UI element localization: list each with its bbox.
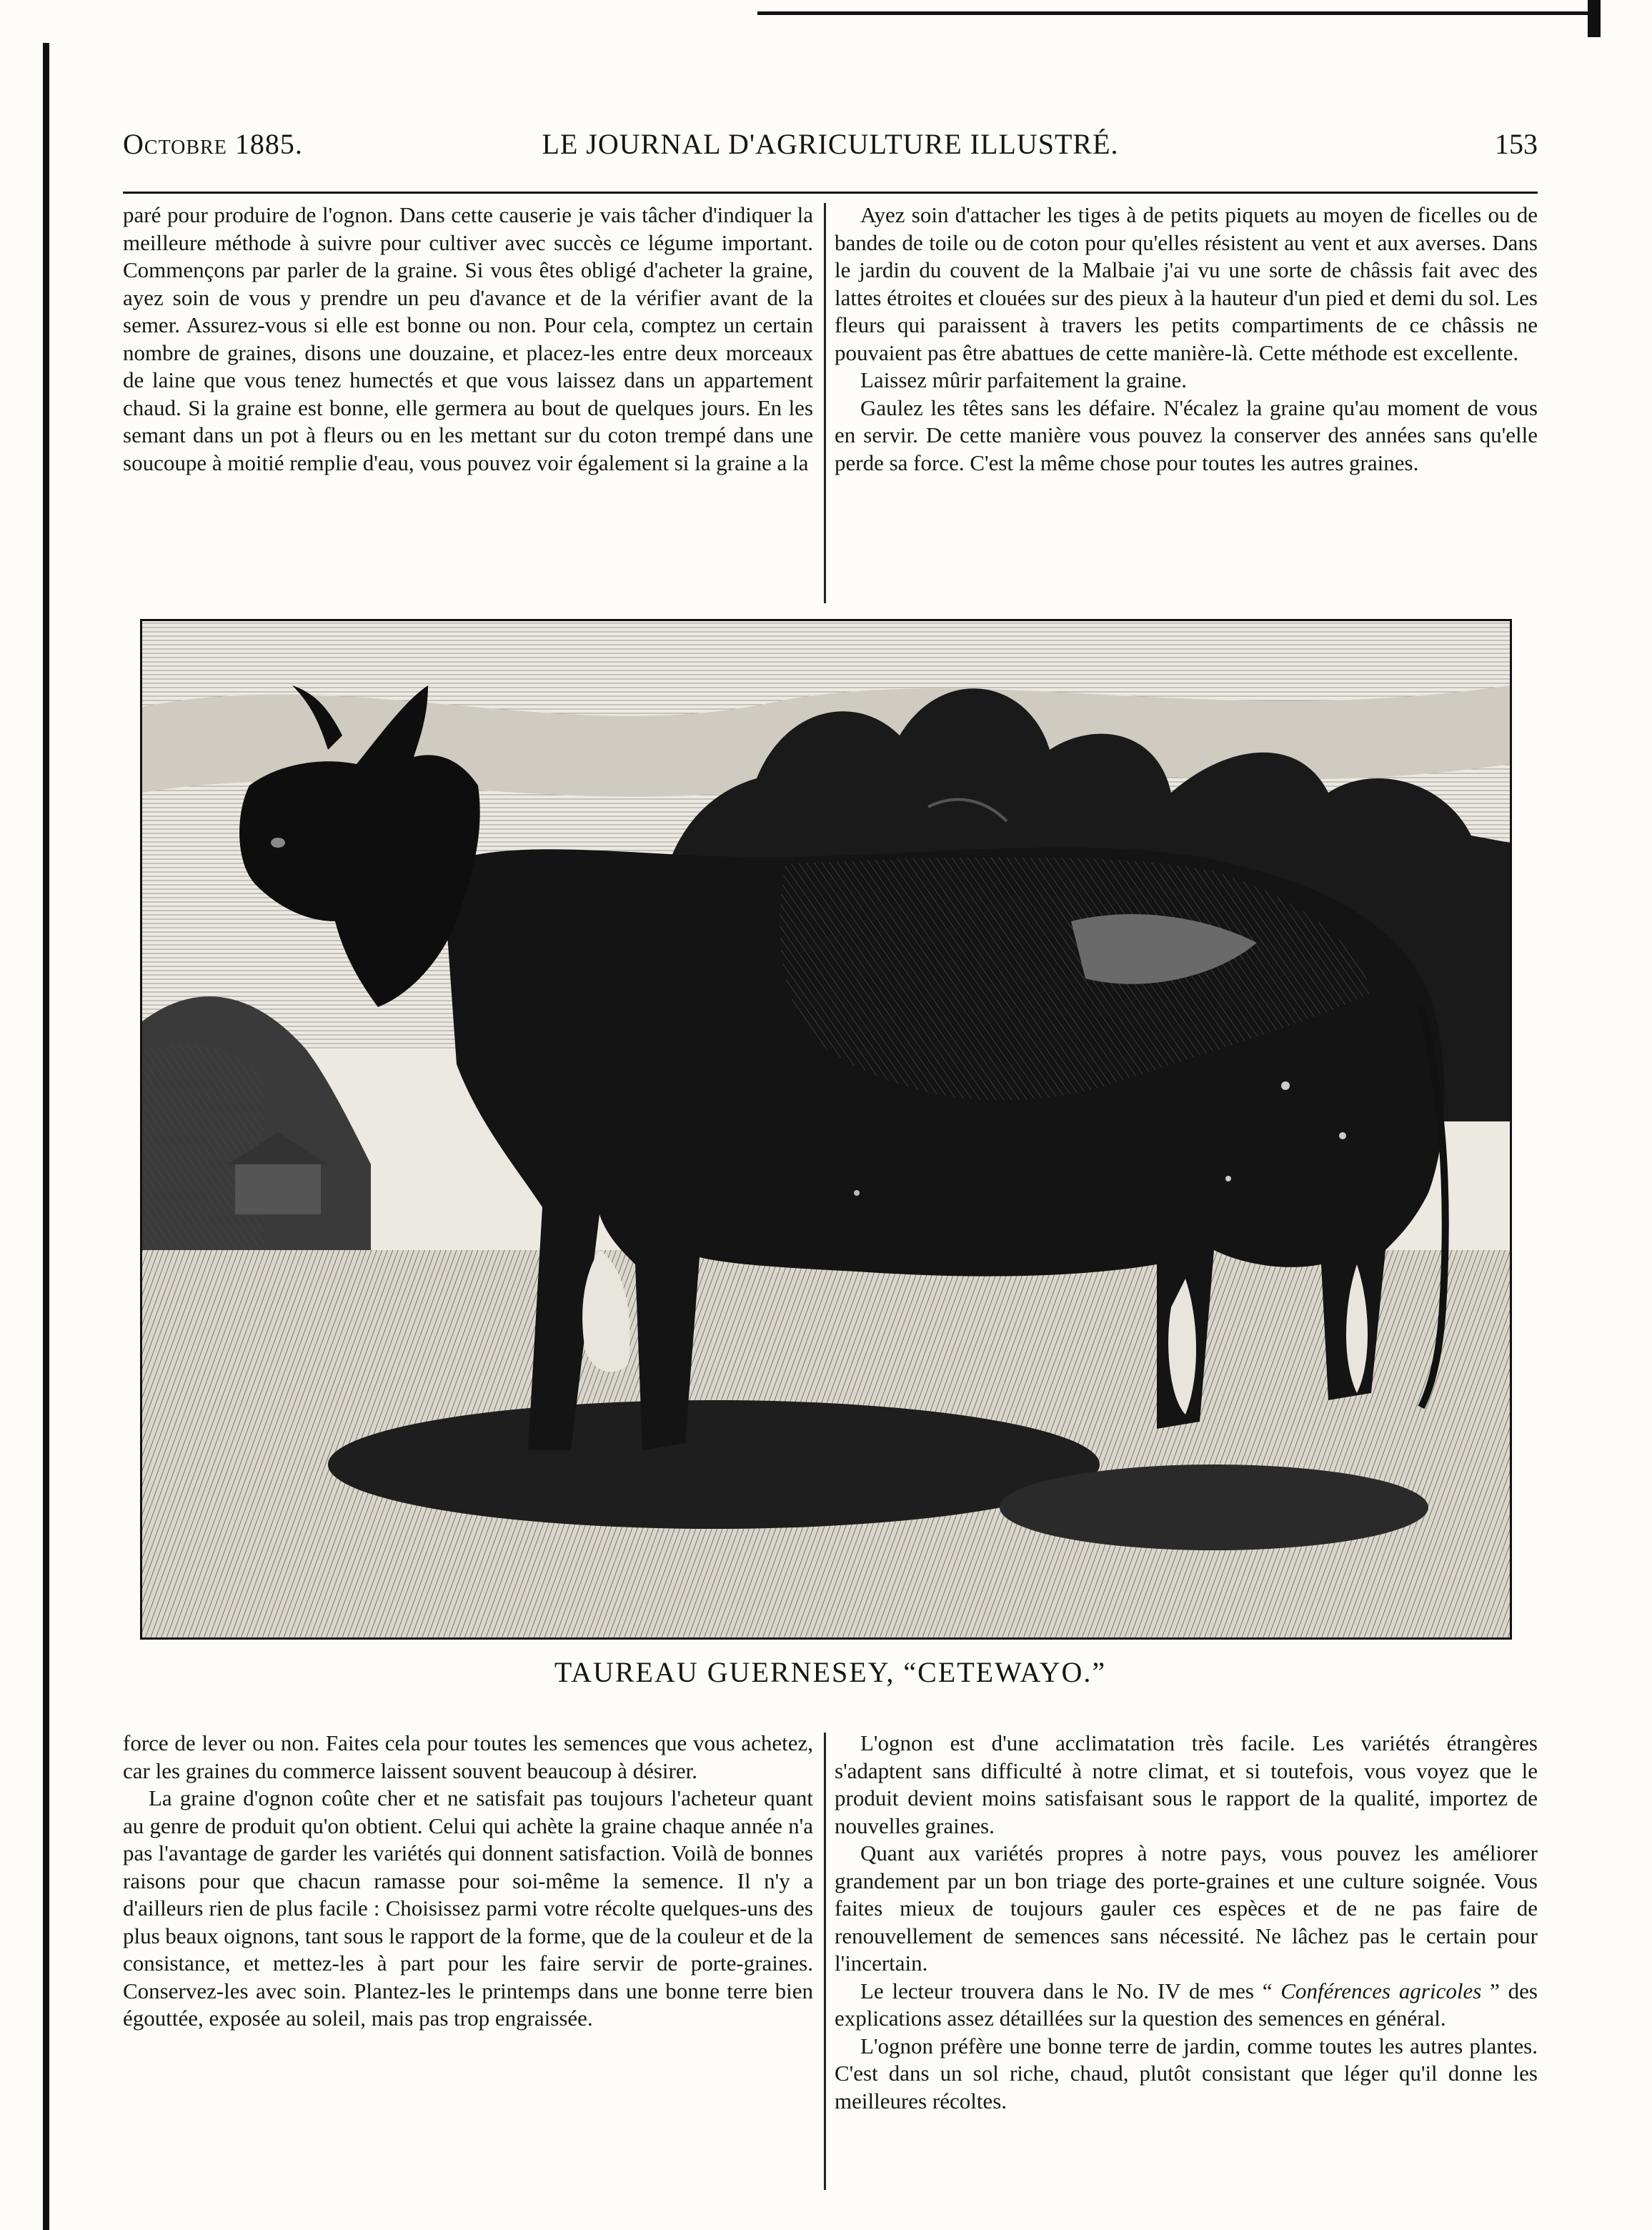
book-title: Conférences agricoles: [1280, 1978, 1482, 2003]
paragraph: Ayez soin d'attacher les tiges à de petits piquets au moyen de ficelles ou de bandes de toile ou de coton pour qu'elles résistent au vent et aux averses. Dans le jardin du couvent de la Malbaie j'ai vu une sorte de châssis fait avec des lattes étroites et clouées sur des pieux à la hauteur d'un pied et demi du sol. Les fleurs qui paraissent à travers les petits compartiments de ce châssis ne pouvaient pas être abattues de cette manière-là. Cette méthode est excellente.: [835, 202, 1538, 365]
bottom-right-column: [835, 1730, 1538, 2115]
bottom-left-column: [123, 1730, 813, 2033]
paragraph: paré pour produire de l'ognon. Dans cette causerie je vais tâcher d'indiquer la meilleure méthode à suivre pour cultiver avec succès ce légume important. Commençons par parler de la graine. Si vous êtes obligé d'acheter la graine, ayez soin de vous y prendre un peu d'avance et de la vérifier avant de la semer. Assurez-vous si elle est bonne ou non. Pour cela, comptez un certain nombre de graines, disons une douzaine, et placez-les entre deux morceaux de laine que vous tenez humectés et que vous laissez dans un appartement chaud. Si la graine est bonne, elle germera au bout de quelques jours. En les semant dans un pot à fleurs ou en les mettant sur du coton trempé dans une soucoupe à moitié remplie d'eau, vous pouvez voir également si la graine a la: [123, 202, 813, 475]
paragraph: L'ognon préfère une bonne terre de jardin, comme toutes les autres plantes. C'est dans un sol riche, chaud, plutôt consistant que léger qu'il donne les meilleures récoltes.: [835, 2033, 1538, 2113]
column-divider-bottom: [824, 1733, 826, 2190]
text-run: Le lecteur trouvera dans le No. IV de mes “: [860, 1978, 1281, 2003]
paragraph: Laissez mûrir parfaitement la graine.: [860, 367, 1188, 392]
top-right-column: [835, 202, 1538, 477]
page-number: 153: [1495, 128, 1538, 160]
header-rule: [123, 192, 1538, 194]
bull-engraving: [140, 619, 1512, 1640]
top-right-rule: [757, 11, 1601, 15]
column-divider-top: [824, 203, 826, 603]
paragraph: force de lever ou non. Faites cela pour toutes les semences que vous achetez, car les graines du commerce laissent souvent beaucoup à désirer.: [123, 1730, 813, 1783]
paragraph: Gaulez les têtes sans les défaire. N'écalez la graine qu'au moment de vous en servir. De cette manière vous pouvez la conserver des années sans qu'elle perde sa force. C'est la même chose pour toutes les autres graines.: [835, 395, 1538, 475]
paragraph: [835, 1978, 1538, 2033]
figure-caption: TAUREAU GUERNESEY, “CETEWAYO.”: [554, 1656, 1107, 1688]
header-date: Octobre 1885.: [123, 128, 303, 160]
left-margin-bar: [43, 43, 49, 2230]
top-right-bar: [1588, 0, 1601, 37]
paragraph: L'ognon est d'une acclimatation très facile. Les variétés étrangères s'adaptent sans difficulté à notre climat, et si toutefois, vous voyez que le produit devient moins satisfaisant sous le rapport de la qualité, importez de nouvelles graines.: [835, 1730, 1538, 1838]
top-left-column: [123, 202, 813, 477]
running-header: [123, 123, 1538, 166]
header-title: LE JOURNAL D'AGRICULTURE ILLUSTRÉ.: [542, 128, 1119, 160]
paragraph: La graine d'ognon coûte cher et ne satisfait pas toujours l'acheteur quant au genre de produit qu'on obtient. Celui qui achète la graine chaque année n'a pas l'avantage de garder les variétés qui donnent satisfaction. Voilà de bonnes raisons pour que chacun ramasse pour soi-même la semence. Il n'y a d'ailleurs rien de plus facile : Choisissez parmi votre récolte quelques-uns des plus beaux oignons, tant sous le rapport de la forme, que de la couleur et de la consistance, et mettez-les à part pour les faire servir de porte-graines. Conservez-les avec soin. Plantez-les le printemps dans une bonne terre bien égouttée, exposée au soleil, mais pas trop engraissée.: [123, 1785, 813, 2031]
paragraph: Quant aux variétés propres à notre pays, vous pouvez les améliorer grandement par un bon triage des porte-graines et une culture soignée. Vous faites mieux de toujours gauler ces espèces et de ne pas faire de renouvellement de semences sans nécessité. Ne lâchez pas le certain pour l'incertain.: [835, 1840, 1538, 1976]
bull-illustration: [142, 621, 1510, 1637]
text-run: ” des explications assez détaillées sur la question des semences en général.: [835, 1978, 1538, 2031]
